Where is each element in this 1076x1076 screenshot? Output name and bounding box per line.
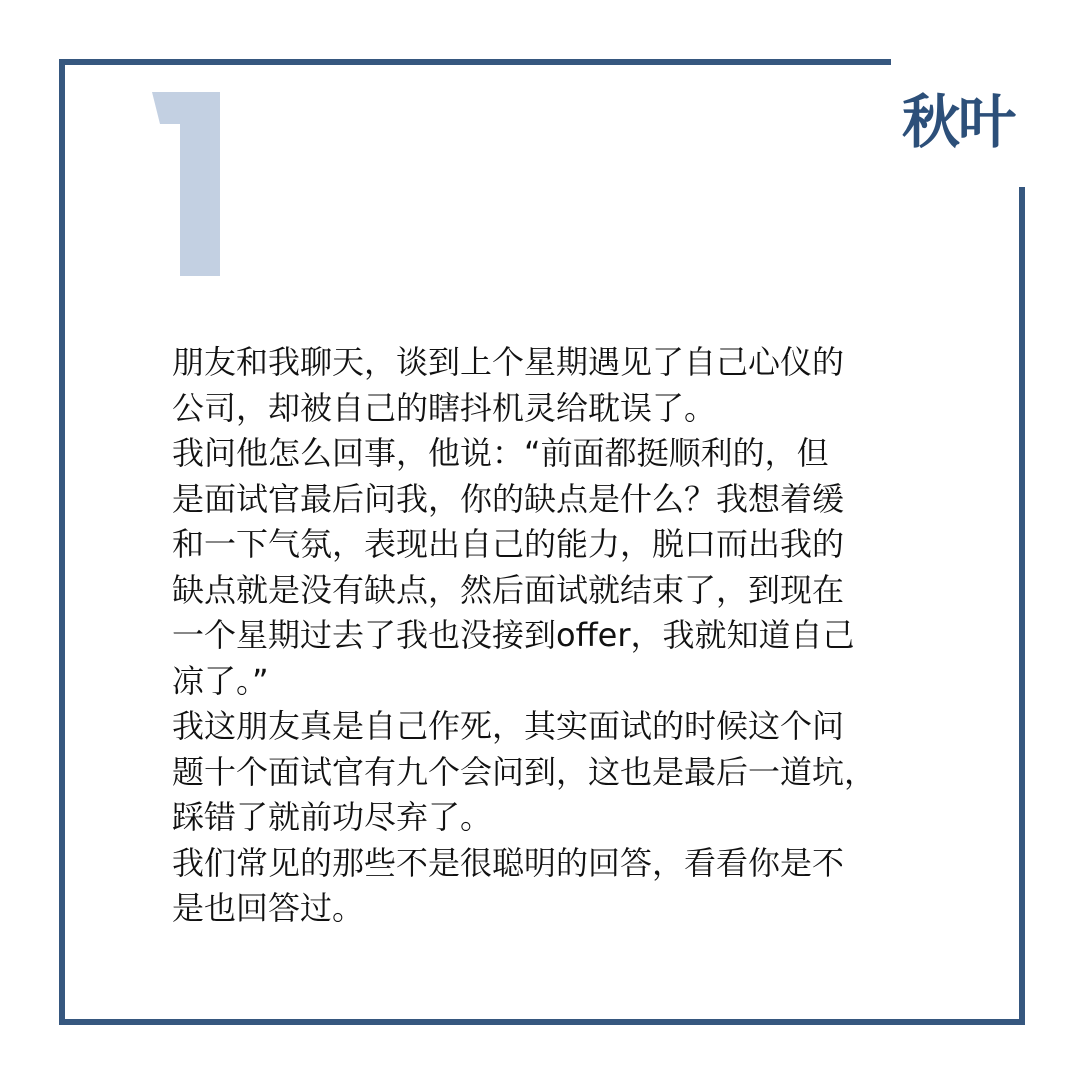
frame-left-border (59, 59, 65, 1025)
frame-right-border (1019, 187, 1025, 1025)
body-line: 朋友和我聊天，谈到上个星期遇见了自己心仪的 (172, 343, 845, 381)
body-line: 是面试官最后问我，你的缺点是什么？我想着缓 (172, 479, 845, 518)
body-line: 踩错了就前功尽弃了。 (172, 798, 493, 836)
section-number-glyph (152, 92, 220, 276)
body-line: 一个星期过去了我也没接到offer，我就知道自己 (172, 616, 855, 654)
body-line: 我问他怎么回事，他说：“前面都挺顺利的，但 (172, 434, 829, 472)
frame-bottom-border (59, 1019, 1025, 1025)
section-number (152, 92, 232, 288)
body-line: 题十个面试官有九个会问到，这也是最后一道坑， (172, 752, 877, 791)
body-line: 凉了。” (172, 661, 269, 700)
body-line: 和一下气氛，表现出自己的能力，脱口而出我的 (172, 525, 845, 563)
article-body (172, 340, 962, 932)
body-line: 是也回答过。 (172, 889, 365, 927)
body-line: 我这朋友真是自己作死，其实面试的时候这个问 (172, 707, 845, 745)
body-line: 缺点就是没有缺点，然后面试就结束了，到现在 (172, 570, 845, 609)
body-line: 我们常见的那些不是很聪明的回答，看看你是不 (172, 843, 845, 882)
body-line: 公司，却被自己的瞎抖机灵给耽误了。 (172, 388, 717, 427)
frame-top-border (59, 59, 891, 65)
brand-logo: 秋叶 (902, 88, 1015, 156)
